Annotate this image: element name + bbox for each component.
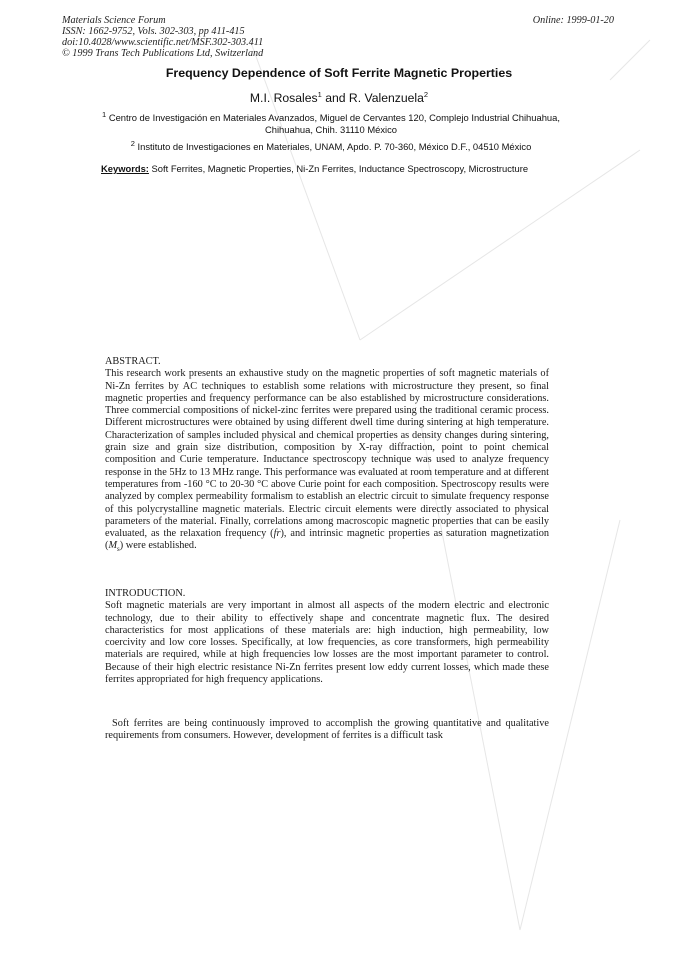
abstract-paragraph <box>105 368 549 556</box>
affiliation-2 <box>96 138 566 153</box>
keywords-text: Soft Ferrites, Magnetic Properties, Ni-Zn Ferrites, Inductance Spectroscopy, Microstructure <box>148 163 529 174</box>
abstract-ms-subscript: s <box>117 545 120 554</box>
abstract-text-3: ) were established. <box>119 540 197 552</box>
author-2-mark: 2 <box>423 89 429 99</box>
introduction-heading: INTRODUCTION. <box>105 588 186 599</box>
issn-line: ISSN: 1662-9752, Vols. 302-303, pp 411-415 <box>62 26 245 37</box>
abstract-ms-symbol: M <box>108 540 118 552</box>
introduction-paragraph-2: Soft ferrites are being continuously improved to accomplish the growing quantitative and qualitative requirements from consumers. However, development of ferrites is a difficult task <box>105 718 549 742</box>
abstract-text: This research work presents an exhaustive study on the magnetic properties of soft magnetic materials of Ni-Zn ferrites by AC techniques to establish some relations with microstructure they present, so final magnetic properties and frequency performance can be also established by microstructure considerations. Three commercial compositions of nickel-zinc ferrites were prepared using the traditional ceramic process. Different microstructures were obtained by using different dwell time during sintering at high temperature. Characterization of samples included physical and chemical properties as density changes during sintering, grain size and grain size distribution, composition by X-ray diffraction, point to point chemical composition and Curie temperature. Inductance spectroscopy technique was used to analyze frequency response in the 5Hz to 13 MHz range. This performance was evaluated at room temperature and at different temperatures from -160 °C to 20-30 °C above Curie point for each composition. Spectroscopy results were analyzed by complex permeability formalism to establish an electric circuit to simulate frequency response of this polycrystalline magnetic materials. Electric circuit elements were directly associated to physical parameters of the material. Finally, correlations among macroscopic magnetic properties that can be easily evaluated, as the relaxation frequency ( <box>105 368 549 540</box>
author-2: R. Valenzuela <box>348 91 424 105</box>
affiliation-2-mark: 2 <box>130 138 135 148</box>
author-1: M.I. Rosales <box>249 91 318 105</box>
author-line <box>0 91 678 105</box>
introduction-paragraph-1: Soft magnetic materials are very important in almost all aspects of the modern electric and electronic technology, due to their ability to effectively shape and concentrate magnetic flux. The desired characteristics for most applications of these materials are: high induction, high permeability, low coercivity and low core losses. Specifically, at low frequencies, as core transformers, high permeability materials are required, while at high frequencies low losses are the most important parameter to control. Because of their high electric resistance Ni-Zn ferrites present low eddy current losses, which made these ferrites appropriated for high frequency applications. <box>105 600 549 686</box>
affiliation-2-text: Instituto de Investigaciones en Materiales, UNAM, Apdo. P. 70-360, México D.F., 04510 México <box>137 141 532 152</box>
author-1-mark: 1 <box>317 89 322 99</box>
publication-header <box>62 15 422 59</box>
affiliation-1-text: Centro de Investigación en Materiales Avanzados, Miguel de Cervantes 120, Complejo Industrial Chihuahua, Chihuahua, Chih. 31110 México <box>108 112 560 135</box>
affiliation-1-mark: 1 <box>102 109 107 119</box>
affiliation-1 <box>96 109 566 136</box>
keywords-block <box>101 163 549 175</box>
journal-name: Materials Science Forum <box>62 15 166 26</box>
copyright-line: © 1999 Trans Tech Publications Ltd, Switzerland <box>62 48 264 59</box>
abstract-text-2: ), and intrinsic magnetic properties as saturation magnetization ( <box>105 528 550 552</box>
introduction-section <box>105 588 549 686</box>
doi-link[interactable]: doi:10.4028/www.scientific.net/MSF.302-303.411 <box>62 37 264 48</box>
keywords-label: Keywords: <box>101 163 149 174</box>
abstract-fr-symbol: fr <box>273 528 281 540</box>
author-conjunction: and <box>321 91 349 105</box>
introduction-paragraph-2-block <box>105 718 549 743</box>
online-date: Online: 1999-01-20 <box>532 15 614 26</box>
paper-title: Frequency Dependence of Soft Ferrite Magnetic Properties <box>165 66 513 80</box>
abstract-heading: ABSTRACT. <box>105 356 161 367</box>
abstract-section <box>105 356 549 556</box>
